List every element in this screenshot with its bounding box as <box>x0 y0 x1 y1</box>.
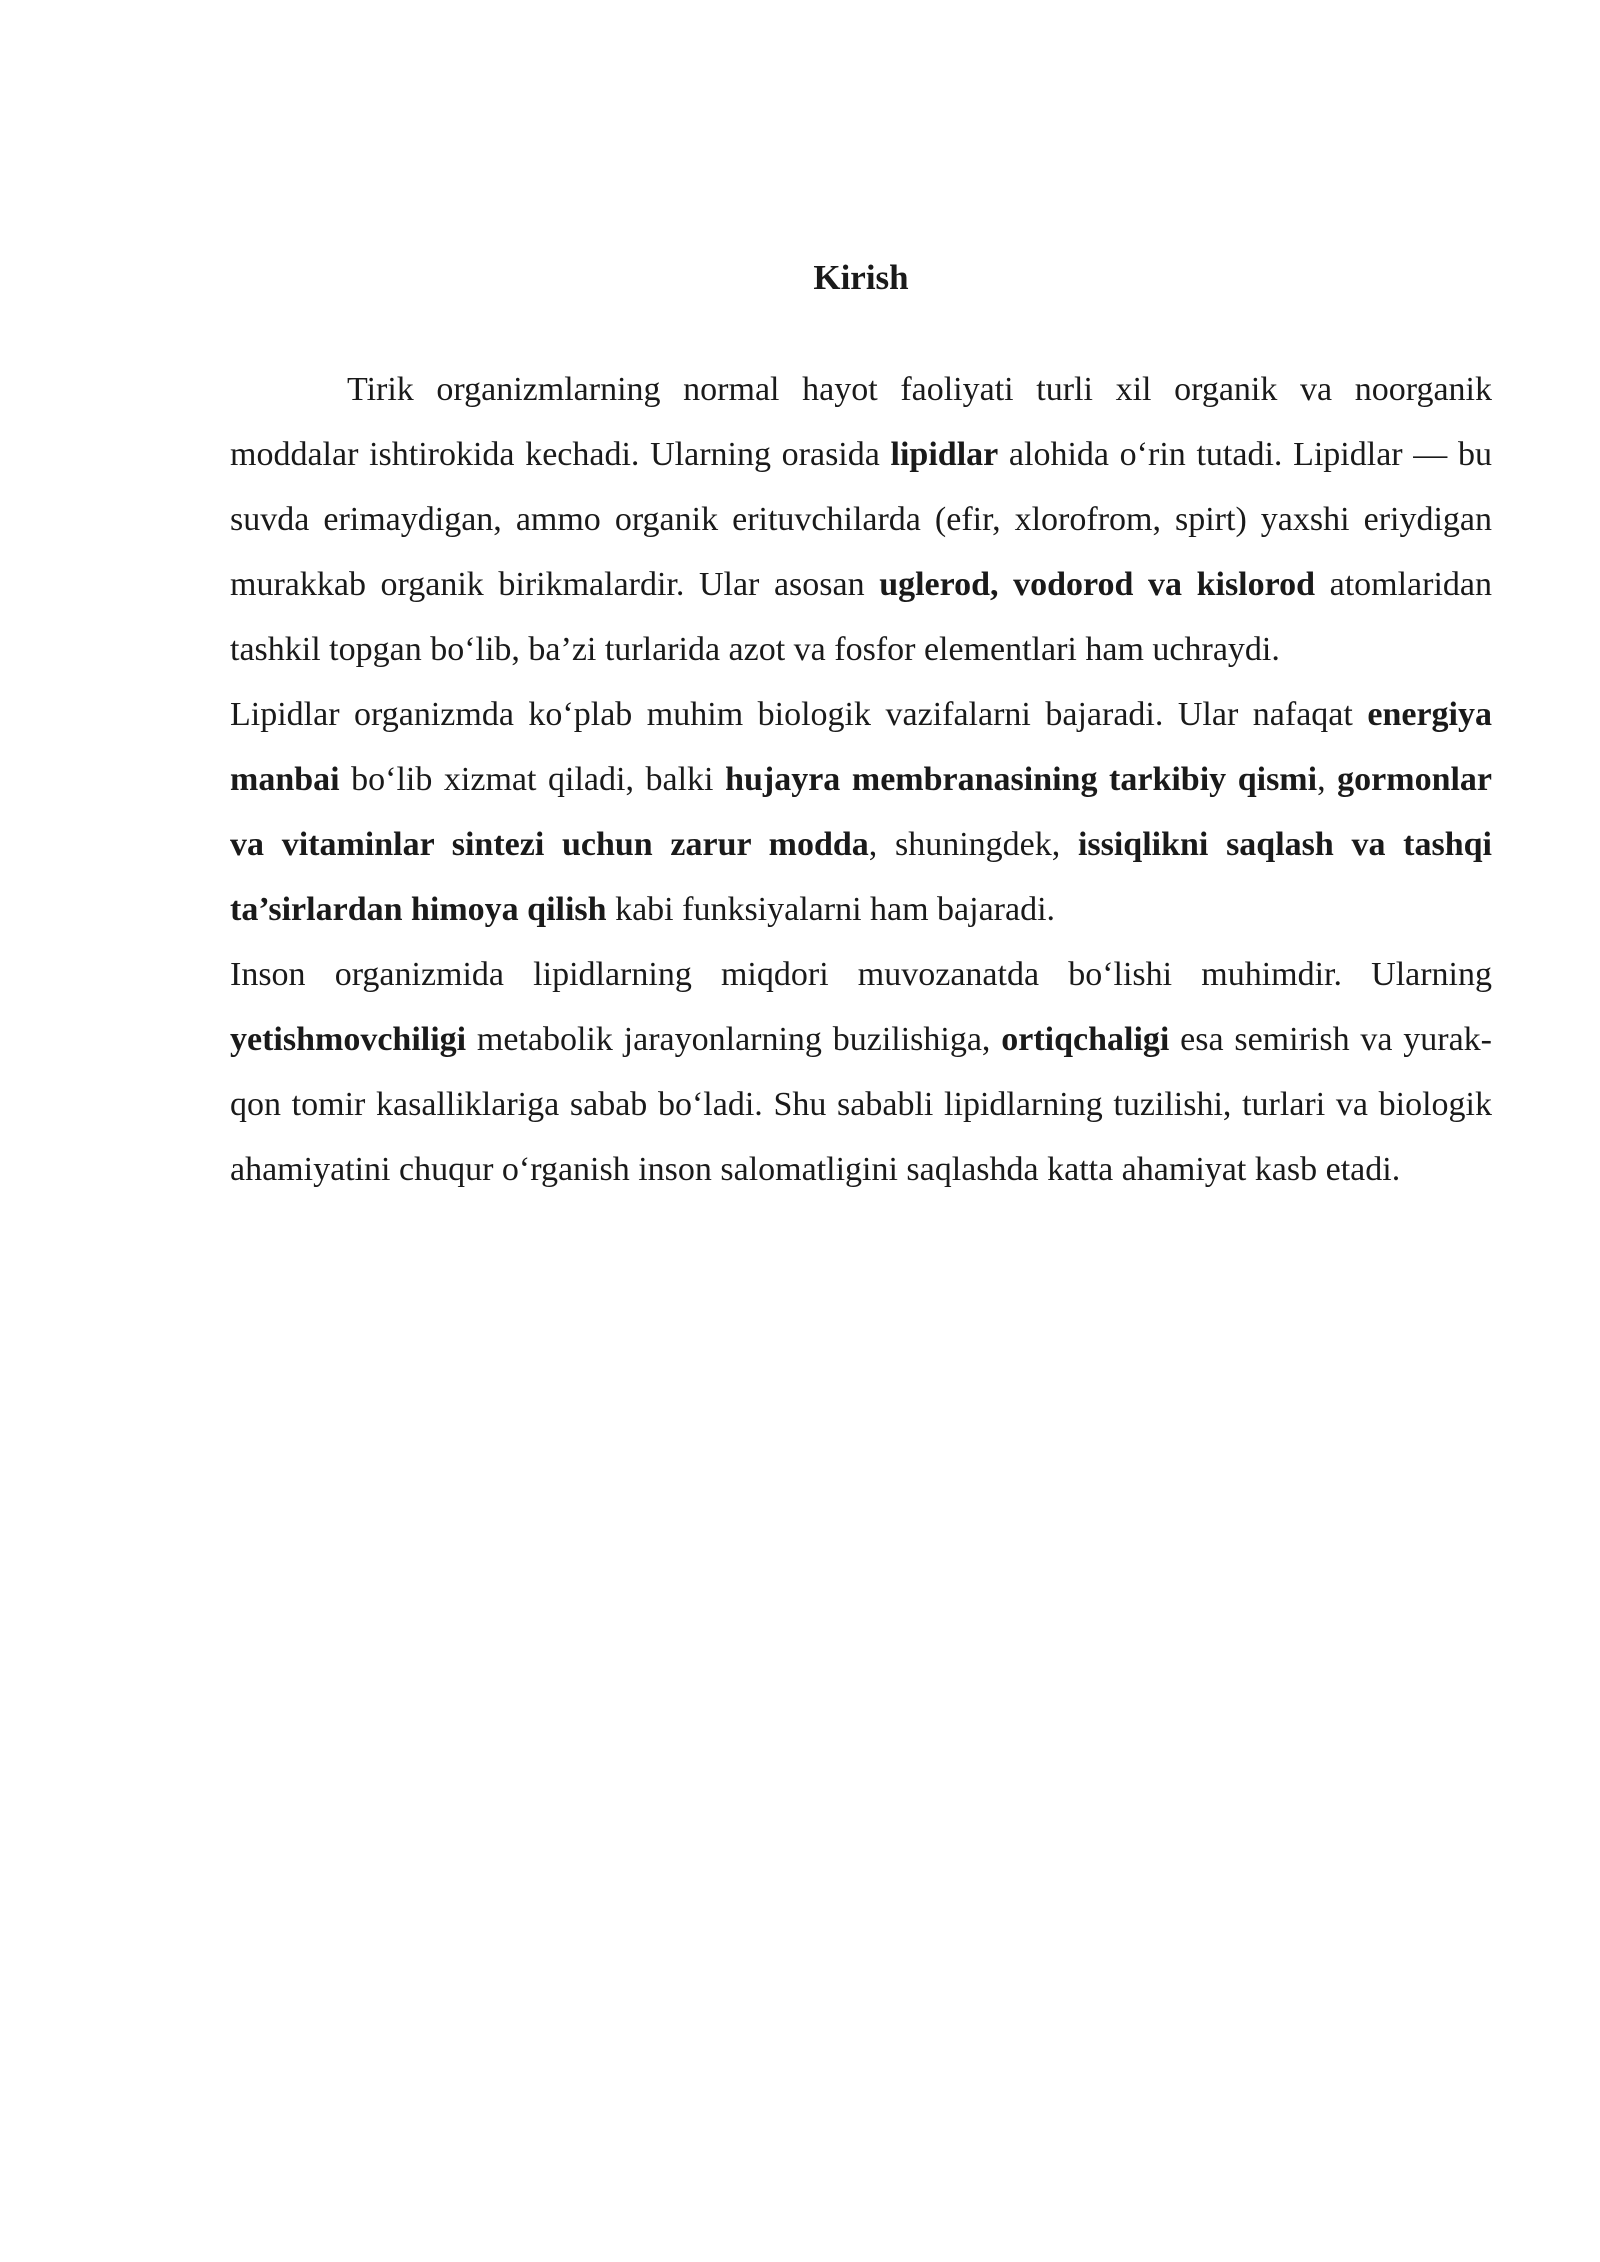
text-segment: Tirik organizmlarning normal hayot faoliyati turli xil organik va noorganik moddalar ishtirokida kechadi. Ularning orasida <box>230 371 1492 473</box>
document-body <box>230 357 1492 1202</box>
text-segment: esa semirish va yurak-qon tomir kasalliklariga sabab bo‘ladi. Shu sababli lipidlarning tuzilishi, turlari va biologik ahamiyatini chuqur o‘rganish inson salomatligini saqlashda katta ahamiyat kasb etadi. <box>230 1021 1492 1188</box>
bold-term: lipidlar <box>890 436 999 473</box>
text-segment: Lipidlar organizmda ko‘plab muhim biologik vazifalarni bajaradi. Ular nafaqat <box>230 696 1368 733</box>
bold-term: gormonlar va vitaminlar sintezi uchun zarur modda <box>230 761 1493 863</box>
paragraph-introduction <box>230 357 1492 682</box>
bold-term: issiqlikni saqlash va tashqi ta’sirlardan himoya qilish <box>230 826 1492 928</box>
text-segment: bo‘lib xizmat qiladi, balki <box>339 761 726 798</box>
bold-term: ortiqchaligi <box>1001 1021 1170 1058</box>
text-segment: alohida o‘rin tutadi. Lipidlar — bu suvda erimaydigan, ammo organik erituvchilarda (efir, xlorofrom, spirt) yaxshi eriydigan murakkab organik birikmalardir. Ular asosan <box>230 436 1492 603</box>
bold-term: uglerod, vodorod va kislorod <box>879 566 1316 603</box>
text-segment: atomlaridan tashkil topgan bo‘lib, ba’zi turlarida azot va fosfor elementlari ham uchraydi. <box>230 566 1492 668</box>
bold-term: yetishmovchiligi <box>230 1021 467 1058</box>
paragraph-balance <box>230 942 1492 1202</box>
text-segment: Inson organizmida lipidlarning miqdori muvozanatda bo‘lishi muhimdir. Ularning <box>230 956 1492 993</box>
text-segment: , shuningdek, <box>868 826 1078 863</box>
bold-term: hujayra membranasining tarkibiy qismi <box>725 761 1318 798</box>
text-segment: metabolik jarayonlarning buzilishiga, <box>466 1021 1002 1058</box>
text-segment: kabi funksiyalarni ham bajaradi. <box>606 891 1056 928</box>
bold-term: energiya manbai <box>230 696 1492 798</box>
page-title: Kirish <box>813 258 909 297</box>
paragraph-functions <box>230 682 1492 942</box>
text-segment: , <box>1317 761 1338 798</box>
